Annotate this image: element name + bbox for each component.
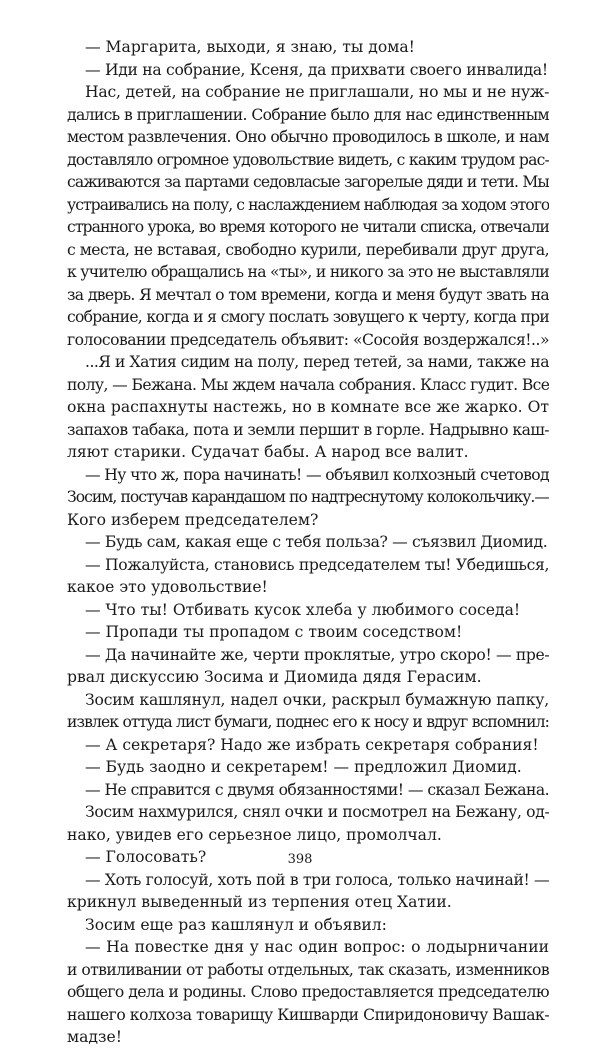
text-line: окна распахнуты настежь, но в комнате все же жарко. От <box>67 398 549 416</box>
text-line: за дверь. Я мечтал о том времени, когда и меня будут звать на <box>67 285 549 304</box>
text-line: — Маргарита, выходи, я знаю, ты дома! <box>85 38 415 56</box>
text-line: рвал дискуссию Зосима и Диомида дядя Герасим. <box>67 668 482 686</box>
text-line: местом развлечения. Оно обычно проводилось в школе, и нам <box>67 128 549 146</box>
text-line: — Голосовать? <box>85 848 207 866</box>
text-line: — Ну что ж, пора начинать! — объявил колхозный счетовод <box>85 465 549 484</box>
text-line: — Хоть голосуй, хоть пой в три голоса, только начинай! — <box>85 870 549 889</box>
text-line: — Не справится с двумя обязанностями! — сказал Бежана. <box>85 780 549 799</box>
text-line: Зосим кашлянул, надел очки, раскрыл бумажную папку, <box>85 690 549 709</box>
text-line: голосовании председатель объявит: «Сосойя воздержался!..» <box>67 330 549 349</box>
text-line: запахов табака, пота и земли першит в горле. Надрывно каш- <box>67 420 549 439</box>
text-line: и отвиливании от работы отдельных, так сказать, изменников <box>67 960 549 979</box>
text-line: дались в приглашении. Собрание было для нас единственным <box>67 105 549 124</box>
text-line: нашего колхоза товарищу Кишварди Спиридоновичу Вашак- <box>67 1005 549 1024</box>
text-line: — Что ты! Отбивать кусок хлеба у любимого соседа! <box>85 600 521 619</box>
text-line: Кого изберем председателем? <box>67 510 319 529</box>
text-line: извлек оттуда лист бумаги, поднес его к носу и вдруг вспомнил: <box>67 713 549 731</box>
text-line: — Будь заодно и секретарем! — предложил Диомид. <box>85 758 522 776</box>
text-line: к учителю обращались на «ты», и никого за это не выставляли <box>67 263 549 281</box>
text-line: с места, не вставая, свободно курили, перебивали друг друга, <box>67 240 549 259</box>
text-line: крикнул выведенный из терпения отец Хатии. <box>67 893 452 911</box>
text-line: — А секретаря? Надо же избрать секретаря собрания! <box>85 735 539 754</box>
text-line: саживаются за партами седовласые загорелые дяди и тети. Мы <box>67 173 549 191</box>
text-line: странного урока, во время которого не читали списка, отвечали <box>67 218 549 236</box>
text-line: собрание, когда и я смогу послать зовущего к черту, когда при <box>67 308 549 326</box>
text-line: Нас, детей, на собрание не приглашали, но мы и не нуж- <box>85 83 549 101</box>
text-line: — На повестке дня у нас один вопрос: о лодырничании <box>85 938 549 956</box>
text-line: Зосим еще раз кашлянул и объявил: <box>85 915 387 934</box>
text-line: нако, увидев его серьезное лицо, промолчал. <box>67 825 442 844</box>
text-line: Зосим нахмурился, снял очки и посмотрел на Бежану, од- <box>85 803 549 821</box>
text-line: полу, — Бежана. Мы ждем начала собрания. Класс гудит. Все <box>67 375 549 394</box>
text-line: — Пропади ты пропадом с твоим соседством! <box>85 623 463 641</box>
text-line: устраивались на полу, с наслаждением наблюдая за ходом этого <box>67 195 549 214</box>
text-line: доставляло огромное удовольствие видеть, с каким трудом рас- <box>67 150 549 169</box>
text-line: — Пожалуйста, становись председателем ты! Убедишься, <box>85 555 549 574</box>
text-line: — Иди на собрание, Ксеня, да прихвати своего инвалида! <box>85 60 548 79</box>
text-line: ...Я и Хатия сидим на полу, перед тетей, за нами, также на <box>85 353 549 371</box>
text-line: общего дела и родины. Слово предоставляется председателю <box>67 983 549 1001</box>
text-line: — Да начинайте же, черти проклятые, утро скоро! — пре- <box>85 645 549 664</box>
text-line: Зосим, постучав карандашом по надтреснутому колокольчику.— <box>67 488 549 506</box>
text-line: мадзе! <box>67 1028 123 1046</box>
text-line: какое это удовольствие! <box>67 578 268 596</box>
page-number: 398 <box>287 852 313 867</box>
text-line: — Будь сам, какая еще с тебя польза? — съязвил Диомид. <box>85 533 548 551</box>
page-text <box>67 36 549 1049</box>
text-line: ляют старики. Судачат бабы. А народ все валит. <box>67 443 469 461</box>
